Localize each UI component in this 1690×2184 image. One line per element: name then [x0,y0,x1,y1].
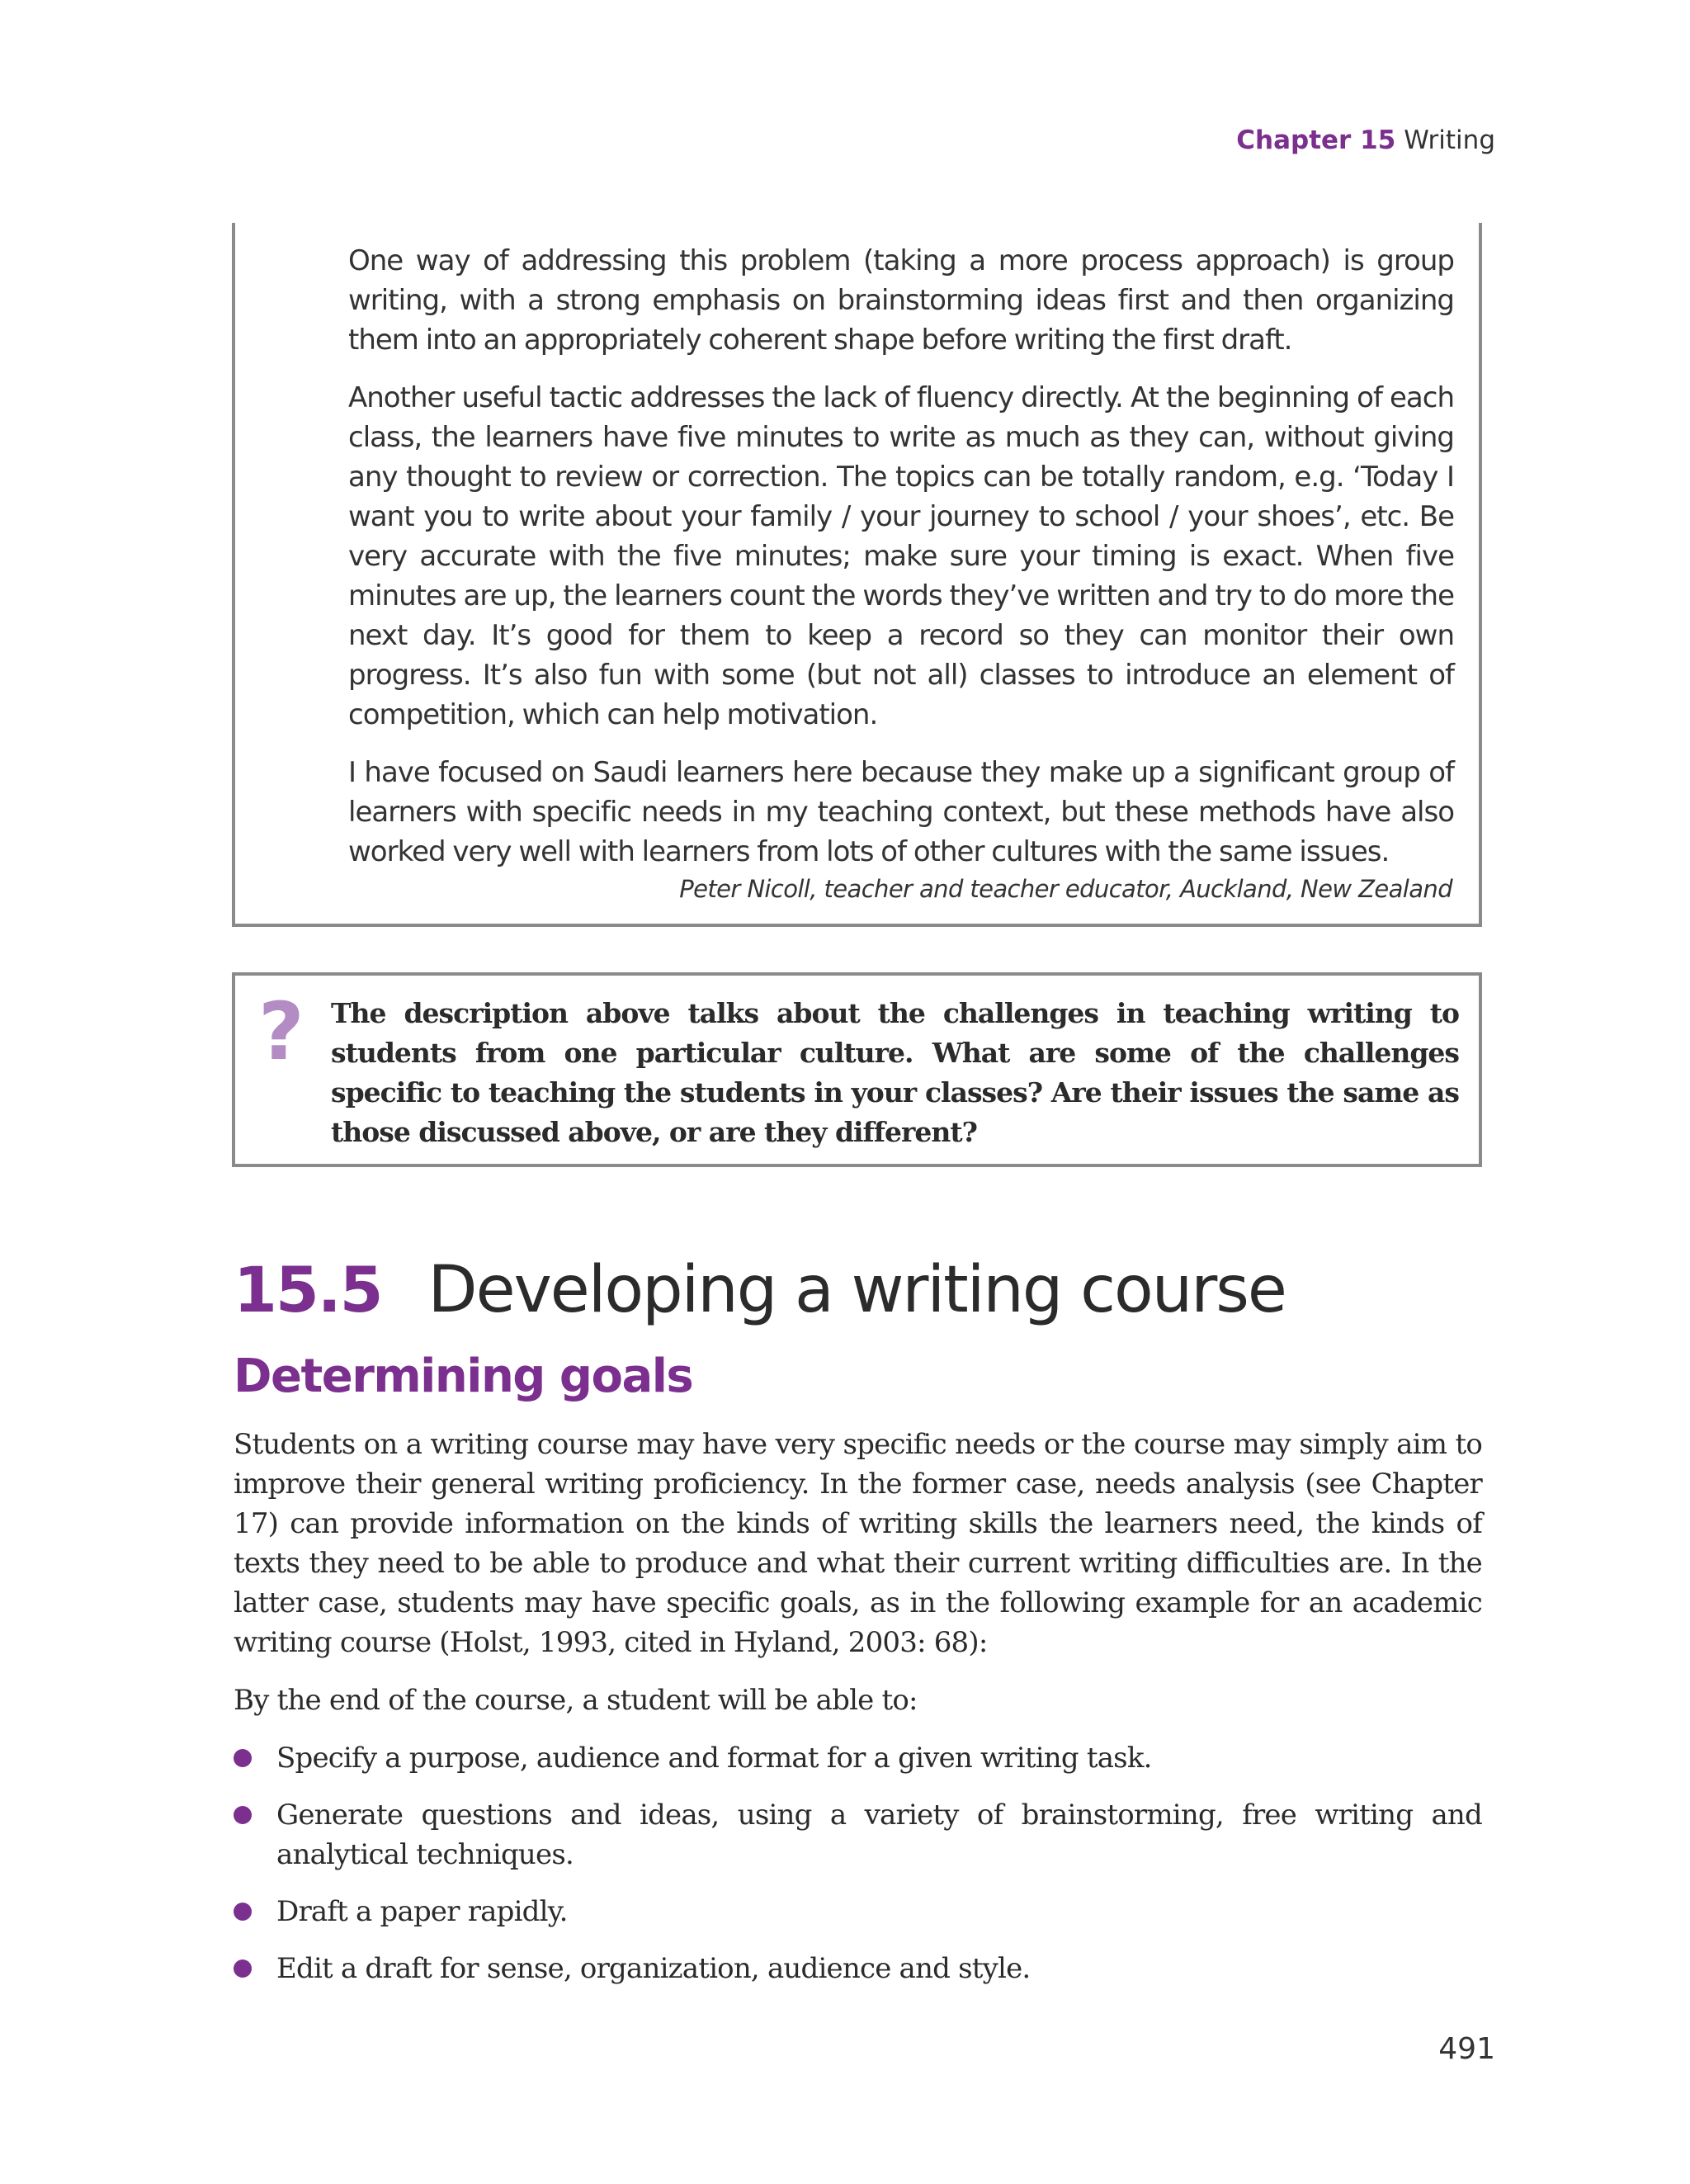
section-number: 15.5 [234,1253,382,1326]
bullet-icon [234,1749,252,1767]
page-number: 491 [1438,2032,1495,2066]
chapter-title: Writing [1404,125,1495,155]
reflection-question-text: The description above talks about the challenges in teaching writing to students from one particular culture. What are some of the challenges specific to teaching the students in your classes? Are their issues the same as those discussed above, or are they different? [331,997,1459,1148]
bullet-icon [234,1959,252,1978]
body-lead-in: By the end of the course, a student will be able to: [234,1684,918,1717]
list-item [234,1738,1482,1778]
question-mark-icon: ? [258,986,304,1078]
bullet-icon [234,1903,252,1921]
chapter-label: Chapter 15 [1236,125,1396,155]
list-item-text: Edit a draft for sense, organization, audience and style. [276,1952,1031,1985]
case-paragraph: Another useful tactic addresses the lack of fluency directly. At the beginning of each class, the learners have five minutes to write as much as they can, without giving any thought to review or correction. The topics can be totally random, e.g. ‘Today I want you to write about your family / your journey to school / your shoes’, etc. Be very accurate with the five minutes; make sure your timing is exact. When five minutes are up, the learners count the words they’ve written and try to do more the next day. It’s good for them to keep a record so they can monitor their own progress. It’s also fun with some (but not all) classes to introduce an element of competition, which can help motivation. [348,381,1454,731]
list-item-text: Specify a purpose, audience and format for a given writing task. [276,1742,1152,1775]
bullet-icon [234,1806,252,1824]
case-study-text [348,241,1454,890]
list-item [234,1949,1482,1988]
goals-list [234,1738,1482,1988]
body-text [234,1425,1482,2006]
list-item-text: Generate questions and ideas, using a variety of brainstorming, free writing and analytical techniques. [276,1799,1482,1871]
section-heading [234,1253,1286,1327]
section-title: Developing a writing course [427,1253,1286,1327]
list-item [234,1892,1482,1931]
body-paragraph: Students on a writing course may have very specific needs or the course may simply aim to improve their general writing proficiency. In the former case, needs analysis (see Chapter 17) can provide information on the kinds of writing skills the learners need, the kinds of texts they need to be able to produce and what their current writing difficulties are. In the latter case, students may have specific goals, as in the following example for an academic writing course (Holst, 1993, cited in Hyland, 2003: 68): [234,1428,1482,1659]
subheading: Determining goals [234,1350,693,1403]
case-paragraph: I have focused on Saudi learners here because they make up a significant group of learners with specific needs in my teaching context, but these methods have also worked very well with learners from lots of other cultures with the same issues. [348,756,1454,868]
case-attribution: Peter Nicoll, teacher and teacher educator, Auckland, New Zealand [679,875,1452,903]
list-item [234,1795,1482,1874]
reflection-question-box [232,972,1482,1167]
case-study-box [232,223,1482,927]
case-paragraph: One way of addressing this problem (taking a more process approach) is group writing, with a strong emphasis on brainstorming ideas first and then organizing them into an appropriately coherent shape before writing the first draft. [348,244,1454,357]
list-item-text: Draft a paper rapidly. [276,1895,568,1928]
running-head [1236,125,1495,155]
